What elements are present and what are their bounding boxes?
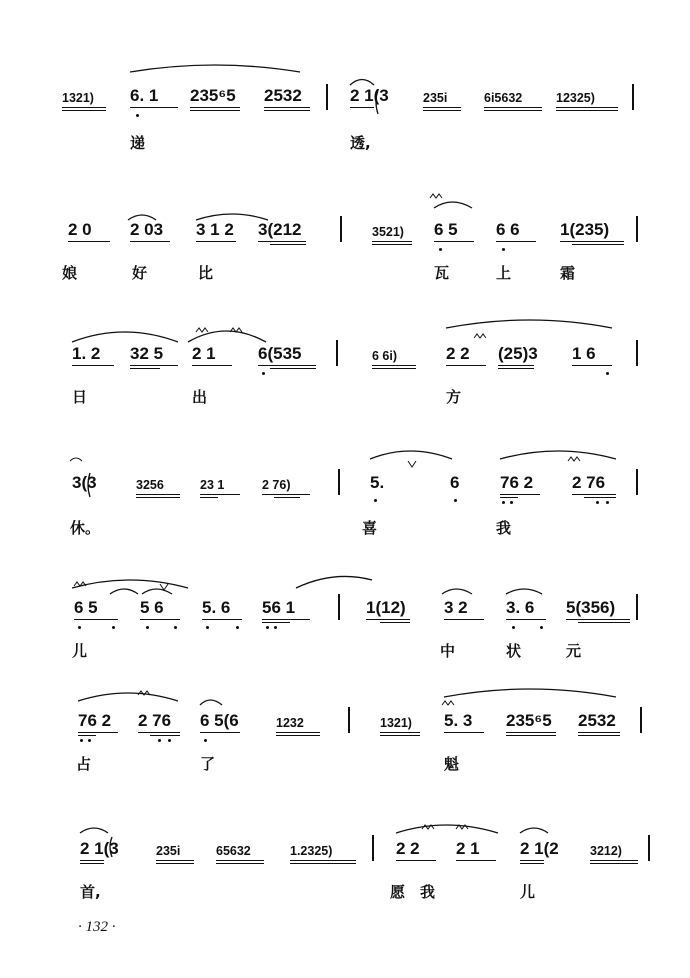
notes-group: 1321) bbox=[380, 716, 412, 730]
phrase-slurs bbox=[0, 60, 690, 180]
lyric: 喜 bbox=[362, 519, 378, 537]
notes-group: 3. 6 bbox=[506, 598, 535, 617]
phrase-slurs bbox=[0, 560, 690, 680]
barline bbox=[636, 594, 638, 620]
barline bbox=[640, 707, 642, 733]
notes-group: 1232 bbox=[276, 716, 304, 730]
lyric: 了 bbox=[200, 755, 216, 773]
notes-group: 1321) bbox=[62, 91, 94, 105]
notes-group: 2 76 bbox=[572, 473, 606, 492]
barline bbox=[636, 216, 638, 242]
notes-group: 2 0 bbox=[68, 220, 92, 239]
score-system-1 bbox=[0, 60, 690, 180]
barline bbox=[336, 340, 338, 366]
notes-group: 5(356) bbox=[566, 598, 616, 617]
lyric: 日 bbox=[72, 388, 88, 406]
barline bbox=[636, 340, 638, 366]
notes-group: 76 2 bbox=[500, 473, 534, 492]
notes-group: 5. 3 bbox=[444, 711, 473, 730]
lyric: 上 bbox=[496, 264, 512, 282]
notes-group: 3212) bbox=[590, 844, 622, 858]
notes-group: 235⁶5 bbox=[190, 86, 236, 105]
lyric: 比 bbox=[198, 264, 214, 282]
notes-group: 3 1 2 bbox=[196, 220, 234, 239]
lyric: 瓦 bbox=[434, 264, 450, 282]
barline bbox=[348, 707, 350, 733]
lyric: 休。 bbox=[70, 519, 101, 537]
lyric: 好 bbox=[132, 264, 148, 282]
phrase-slurs bbox=[0, 310, 690, 430]
notes-group: 2532 bbox=[264, 86, 302, 105]
barline bbox=[338, 469, 340, 495]
notes-group: 2 1(2 bbox=[520, 839, 559, 858]
notes-group: 5. 6 bbox=[202, 598, 231, 617]
notes-group: 2 76) bbox=[262, 478, 291, 492]
lyric: 递 bbox=[130, 134, 146, 152]
notes-group: 1 6 bbox=[572, 344, 596, 363]
notes-group: 56 1 bbox=[262, 598, 296, 617]
notes-group: 12325) bbox=[556, 91, 595, 105]
barline bbox=[636, 469, 638, 495]
notes-group: 235i bbox=[156, 844, 181, 858]
phrase-slurs bbox=[0, 190, 690, 310]
lyric: 愿 bbox=[390, 883, 406, 901]
notes-group: 3 2 bbox=[444, 598, 468, 617]
notes-group: 1.2325) bbox=[290, 844, 333, 858]
notes-group: 2 1(3 bbox=[80, 839, 119, 858]
notes-group: 1(235) bbox=[560, 220, 610, 239]
notes-group: 76 2 bbox=[78, 711, 112, 730]
notes-group: 6(535 bbox=[258, 344, 302, 363]
lyric: 透, bbox=[350, 134, 371, 152]
lyric: 儿 bbox=[72, 642, 88, 660]
notes-group: 3256 bbox=[136, 478, 164, 492]
score-system-3 bbox=[0, 310, 690, 430]
notes-group: 2 1 bbox=[456, 839, 480, 858]
barline bbox=[340, 216, 342, 242]
lyric: 元 bbox=[566, 642, 582, 660]
notes-group: 1. 2 bbox=[72, 344, 101, 363]
lyric: 我 bbox=[420, 883, 436, 901]
notes-group: 2 2 bbox=[446, 344, 470, 363]
barline bbox=[338, 594, 340, 620]
notes-group: 6 bbox=[450, 473, 460, 492]
notes-group: 1(12) bbox=[366, 598, 406, 617]
lyric: 出 bbox=[192, 388, 208, 406]
notes-group: 3521) bbox=[372, 225, 404, 239]
lyric: 儿 bbox=[520, 883, 536, 901]
lyric: 我 bbox=[496, 519, 512, 537]
notes-group: 235⁶5 bbox=[506, 711, 552, 730]
lyric: 中 bbox=[440, 642, 456, 660]
lyric: 霜 bbox=[560, 264, 576, 282]
lyric: 魁 bbox=[444, 755, 460, 773]
phrase-slurs bbox=[0, 435, 690, 555]
lyric: 占 bbox=[76, 755, 92, 773]
notes-group: 2 03 bbox=[130, 220, 164, 239]
lyric: 娘 bbox=[62, 264, 78, 282]
notes-group: (25)3 bbox=[498, 344, 538, 363]
notes-group: 3(212 bbox=[258, 220, 302, 239]
notes-group: 2 1 bbox=[192, 344, 216, 363]
notes-group: 6 6 bbox=[496, 220, 520, 239]
score-system-7 bbox=[0, 805, 690, 925]
lyric: 状 bbox=[506, 642, 522, 660]
notes-group: 23 1 bbox=[200, 478, 225, 492]
notes-group: 65632 bbox=[216, 844, 251, 858]
page-number: · 132 · bbox=[78, 919, 116, 935]
lyric: 首, bbox=[80, 883, 101, 901]
score-system-4 bbox=[0, 435, 690, 555]
notes-group: 2 1(3 bbox=[350, 86, 389, 105]
barline bbox=[326, 84, 328, 110]
notes-group: 5. bbox=[370, 473, 385, 492]
notes-group: 2 76 bbox=[138, 711, 172, 730]
barline bbox=[632, 84, 634, 110]
notes-group: 235i bbox=[423, 91, 448, 105]
barline bbox=[648, 835, 650, 861]
notes-group: 32 5 bbox=[130, 344, 164, 363]
notes-group: 6 5 bbox=[74, 598, 98, 617]
notes-group: 6i5632 bbox=[484, 91, 523, 105]
notes-group: 2 2 bbox=[396, 839, 420, 858]
lyric: 方 bbox=[446, 388, 462, 406]
notes-group: 6. 1 bbox=[130, 86, 159, 105]
notes-group: 6 5(6 bbox=[200, 711, 239, 730]
notes-group: 2532 bbox=[578, 711, 616, 730]
score-system-6 bbox=[0, 675, 690, 795]
notes-group: 3(3 bbox=[72, 473, 97, 492]
notes-group: 6 6i) bbox=[372, 349, 398, 363]
score-system-2 bbox=[0, 190, 690, 310]
barline bbox=[372, 835, 374, 861]
phrase-slurs bbox=[0, 805, 690, 925]
notes-group: 5 6 bbox=[140, 598, 164, 617]
score-system-5 bbox=[0, 560, 690, 680]
notes-group: 6 5 bbox=[434, 220, 458, 239]
